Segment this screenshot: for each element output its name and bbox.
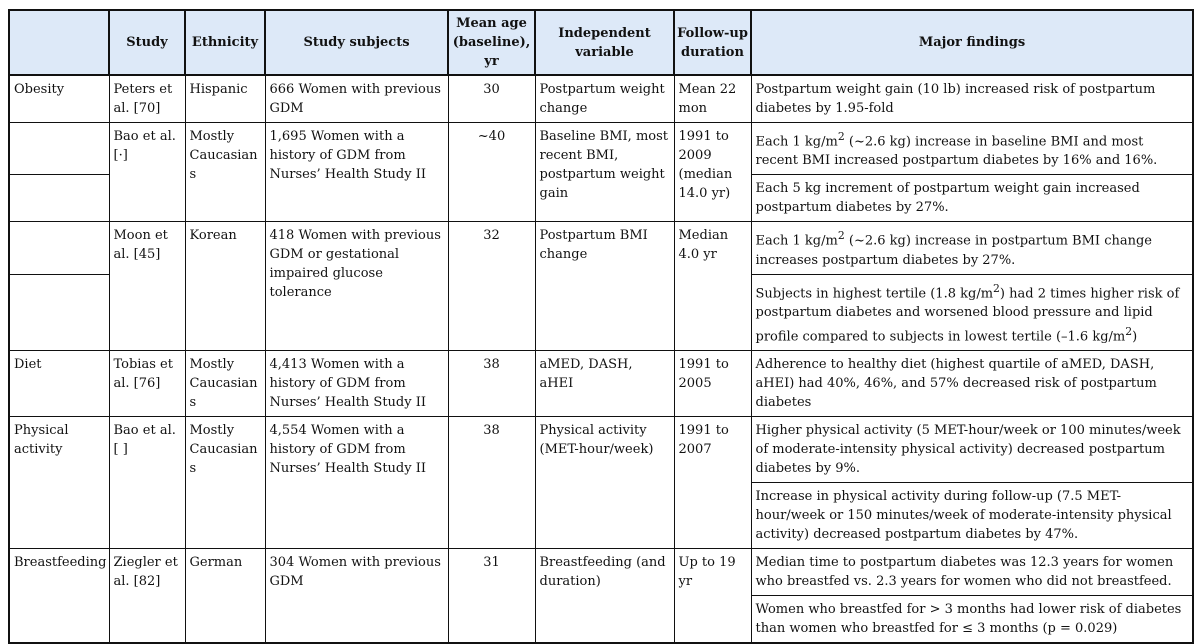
header-row: [9, 10, 1193, 75]
subjects-cell: 666 Women with previous GDM: [265, 75, 448, 123]
subjects-cell: 418 Women with previous GDM or gestational impaired glucose tolerance: [265, 222, 448, 351]
header-study: Study: [109, 10, 185, 75]
header-ethnicity: Ethnicity: [185, 10, 265, 75]
variable-cell: aMED, DASH, aHEI: [535, 351, 674, 417]
table-container: [8, 9, 1194, 644]
header-variable: Independent variable: [535, 10, 674, 75]
subjects-cell: 4,413 Women with a history of GDM from Nurses’ Health Study II: [265, 351, 448, 417]
finding-text: (~2.6 kg) increase in baseline BMI and most recent BMI increased postpartum diabetes by 16% and 16%.: [755, 134, 1158, 169]
finding-superscript: 2: [993, 281, 1000, 295]
finding-superscript: 2: [837, 130, 845, 143]
study-cell: Bao et al. [·]: [109, 123, 185, 222]
header-followup: Follow-up duration: [674, 10, 751, 75]
followup-cell: 1991 to 2005: [674, 351, 751, 417]
category-cell: Obesity: [9, 75, 109, 123]
age-cell: 30: [448, 75, 535, 123]
category-cell: [9, 123, 109, 175]
finding-text: ) had 2 times higher risk of postpartum diabetes and worsened blood pressure and lipid profile compared to subjects in lowest tertile (–1.6 kg/m: [755, 285, 1180, 345]
table-row: [9, 75, 1193, 123]
followup-cell: 1991 to 2009 (median 14.0 yr): [674, 123, 751, 222]
table-row: [9, 351, 1193, 417]
age-cell: 32: [448, 222, 535, 351]
finding-cell: Median time to postpartum diabetes was 12.3 years for women who breastfed vs. 2.3 years for women who did not breastfeed.: [751, 549, 1193, 596]
followup-cell: 1991 to 2007: [674, 417, 751, 549]
category-cell: [9, 222, 109, 274]
variable-cell: Breastfeeding (and duration): [535, 549, 674, 644]
finding-text: ): [1132, 329, 1138, 345]
category-cell: Breastfeeding: [9, 549, 109, 644]
category-cell: [9, 274, 109, 351]
age-cell: 31: [448, 549, 535, 644]
header-findings: Major findings: [751, 10, 1193, 75]
finding-text: (~2.6 kg) increase in postpartum BMI change increases postpartum diabetes by 27%.: [755, 233, 1152, 268]
finding-cell: Each 5 kg increment of postpartum weight gain increased postpartum diabetes by 27%.: [751, 175, 1193, 222]
age-cell: 38: [448, 351, 535, 417]
subjects-cell: 1,695 Women with a history of GDM from Nurses’ Health Study II: [265, 123, 448, 222]
findings-table: [8, 9, 1194, 644]
variable-cell: Postpartum BMI change: [535, 222, 674, 351]
ethnicity-cell: Mostly Caucasians: [185, 417, 265, 549]
table-row: [9, 549, 1193, 596]
age-cell: 38: [448, 417, 535, 549]
table-row: [9, 222, 1193, 274]
finding-cell: Postpartum weight gain (10 lb) increased risk of postpartum diabetes by 1.95-fold: [751, 75, 1193, 123]
table-row: [9, 417, 1193, 483]
subjects-cell: 4,554 Women with a history of GDM from Nurses’ Health Study II: [265, 417, 448, 549]
category-cell: Physical activity: [9, 417, 109, 549]
variable-cell: Postpartum weight change: [535, 75, 674, 123]
study-cell: Peters et al. [70]: [109, 75, 185, 123]
finding-text: Each 1 kg/m: [755, 233, 838, 249]
header-category: [9, 10, 109, 75]
header-age: Mean age (baseline), yr: [448, 10, 535, 75]
followup-cell: Mean 22 mon: [674, 75, 751, 123]
finding-superscript: 2: [837, 229, 845, 243]
finding-cell: Women who breastfed for > 3 months had lower risk of diabetes than women who breastfed for ≤ 3 months (p = 0.029): [751, 596, 1193, 644]
finding-cell: [751, 222, 1193, 274]
ethnicity-cell: Mostly Caucasians: [185, 123, 265, 222]
age-cell: ~40: [448, 123, 535, 222]
category-cell: Diet: [9, 351, 109, 417]
finding-superscript: 2: [1125, 324, 1133, 338]
ethnicity-cell: Mostly Caucasians: [185, 351, 265, 417]
category-cell: [9, 175, 109, 222]
finding-cell: [751, 274, 1193, 351]
variable-cell: Physical activity (MET-hour/week): [535, 417, 674, 549]
finding-cell: [751, 123, 1193, 175]
finding-cell: Increase in physical activity during follow-up (7.5 MET-hour/week or 150 minutes/week of moderate-intensity physical activity) decreased postpartum diabetes by 47%.: [751, 483, 1193, 549]
study-cell: Bao et al. [ ]: [109, 417, 185, 549]
ethnicity-cell: German: [185, 549, 265, 644]
header-subjects: Study subjects: [265, 10, 448, 75]
subjects-cell: 304 Women with previous GDM: [265, 549, 448, 644]
finding-text: Subjects in highest tertile (1.8 kg/m: [755, 285, 994, 301]
study-cell: Moon et al. [45]: [109, 222, 185, 351]
study-cell: Ziegler et al. [82]: [109, 549, 185, 644]
followup-cell: Median 4.0 yr: [674, 222, 751, 351]
finding-text: Each 1 kg/m: [755, 134, 838, 150]
ethnicity-cell: Hispanic: [185, 75, 265, 123]
study-cell: Tobias et al. [76]: [109, 351, 185, 417]
followup-cell: Up to 19 yr: [674, 549, 751, 644]
finding-cell: Adherence to healthy diet (highest quartile of aMED, DASH, aHEI) had 40%, 46%, and 57% decreased risk of postpartum diabetes: [751, 351, 1193, 417]
table-row: [9, 123, 1193, 175]
ethnicity-cell: Korean: [185, 222, 265, 351]
variable-cell: Baseline BMI, most recent BMI, postpartum weight gain: [535, 123, 674, 222]
finding-cell: Higher physical activity (5 MET-hour/week or 100 minutes/week of moderate-intensity physical activity) decreased postpartum diabetes by 9%.: [751, 417, 1193, 483]
